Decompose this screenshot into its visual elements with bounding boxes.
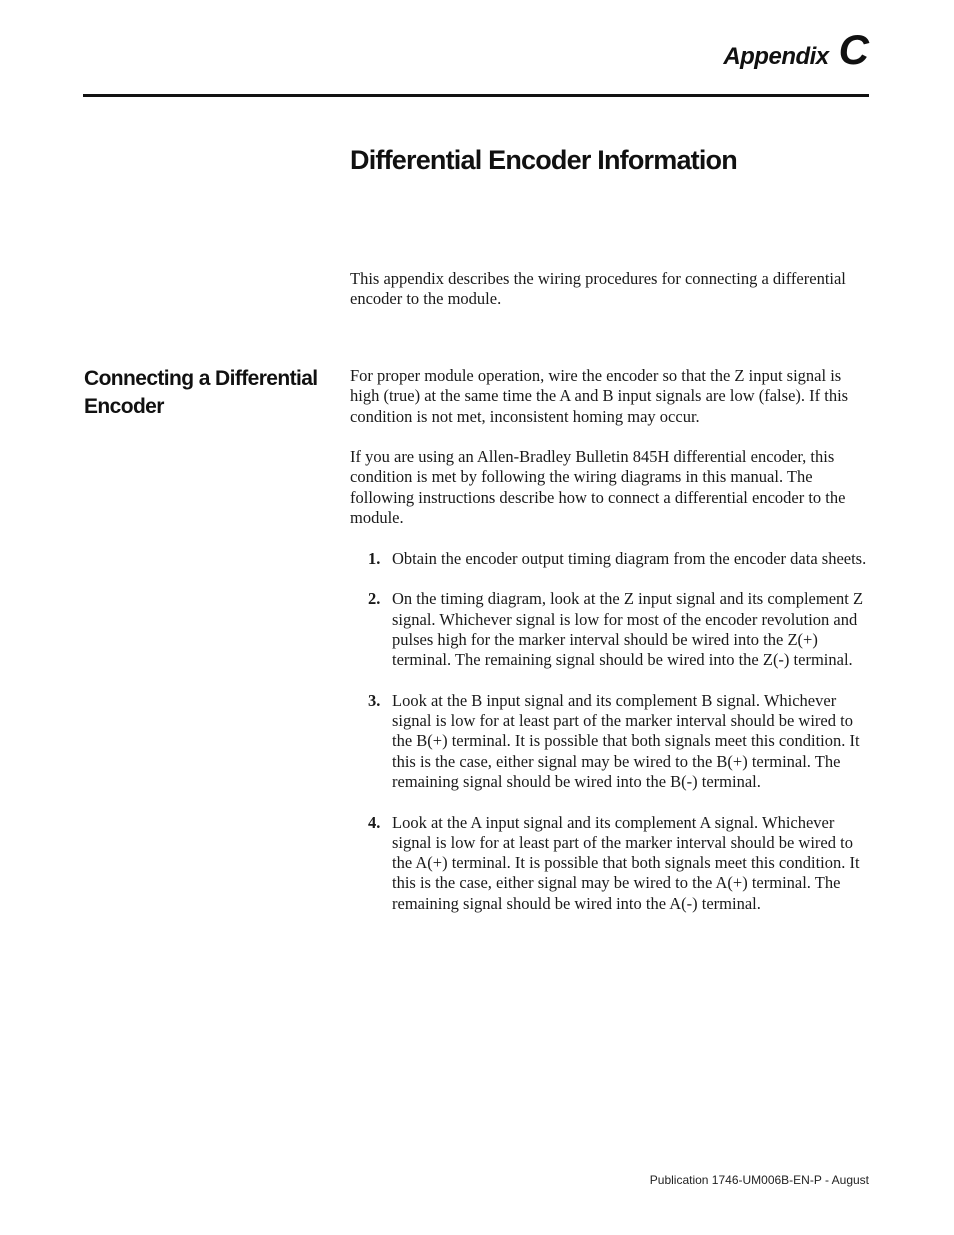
step-text: Look at the A input signal and its complement A signal. Whichever signal is low for at least part of the marker interval should be wired to the A(+) terminal. It is possible that both signals meet this condition. It this is the case, either signal may be wired to the A(+) terminal. The remaining signal should be wired into the A(-) terminal. bbox=[392, 812, 860, 913]
step-item-1 bbox=[350, 549, 872, 569]
appendix-word: Appendix bbox=[723, 43, 829, 70]
step-item-3 bbox=[350, 691, 872, 792]
step-number: 2. bbox=[368, 589, 381, 609]
page-title: Differential Encoder Information bbox=[350, 145, 737, 175]
section-body bbox=[350, 366, 872, 934]
section-heading: Connecting a Differential Encoder bbox=[84, 367, 318, 418]
appendix-letter: C bbox=[838, 26, 868, 73]
step-text: Look at the B input signal and its complement B signal. Whichever signal is low for at least part of the marker interval should be wired to the B(+) terminal. It is possible that both signals meet this condition. It this is the case, either signal may be wired to the B(+) terminal. The remaining signal should be wired into the B(-) terminal. bbox=[392, 690, 860, 791]
step-text: Obtain the encoder output timing diagram from the encoder data sheets. bbox=[392, 548, 867, 568]
step-number: 4. bbox=[368, 812, 381, 832]
body-paragraph-1: For proper module operation, wire the encoder so that the Z input signal is high (true) at the same time the A and B input signals are low (false). If this condition is not met, inconsistent homing may occur. bbox=[350, 366, 849, 426]
step-number: 3. bbox=[368, 690, 381, 710]
step-item-2 bbox=[350, 589, 872, 670]
appendix-header bbox=[723, 26, 868, 74]
steps-list bbox=[350, 549, 872, 914]
body-paragraph-2: If you are using an Allen-Bradley Bulletin 845H differential encoder, this condition is met by following the wiring diagrams in this manual. The following instructions describe how to connect a differential encoder to the module. bbox=[350, 447, 846, 528]
intro-paragraph: This appendix describes the wiring procedures for connecting a differential encoder to the module. bbox=[350, 269, 846, 309]
step-number: 1. bbox=[368, 548, 381, 568]
step-item-4 bbox=[350, 813, 872, 914]
publication-footer: Publication 1746-UM006B-EN-P - August bbox=[649, 1173, 869, 1187]
step-text: On the timing diagram, look at the Z input signal and its complement Z signal. Whichever signal is low for most of the encoder revolution and pulses high for the marker interval should be wired into the Z(+) terminal. The remaining signal should be wired into the Z(-) terminal. bbox=[392, 589, 864, 670]
header-rule bbox=[83, 94, 869, 97]
